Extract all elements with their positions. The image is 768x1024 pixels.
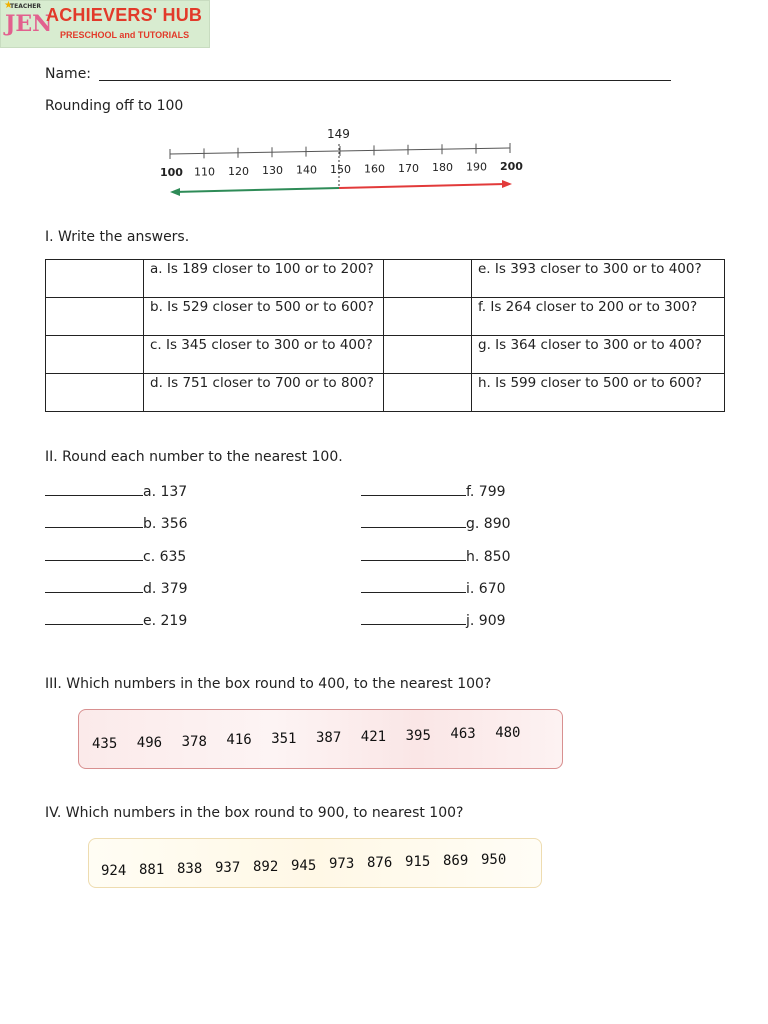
rounding-item — [361, 513, 511, 532]
box-number: 973 — [329, 856, 355, 873]
box-number: 869 — [443, 853, 469, 870]
rounding-item-label: a. 137 — [143, 484, 188, 500]
rounding-item — [45, 481, 187, 500]
answer-blank[interactable] — [361, 578, 466, 593]
name-label: Name: — [45, 66, 92, 82]
page-heading: Rounding off to 100 — [45, 98, 184, 114]
box-number: 421 — [360, 728, 387, 745]
number-line-tick-label: 120 — [228, 164, 249, 178]
answer-cell[interactable] — [384, 298, 472, 336]
box-number: 395 — [405, 727, 431, 744]
rounding-item-label: d. 379 — [143, 580, 188, 597]
question-cell: d. Is 751 closer to 700 or to 800? — [144, 374, 384, 412]
box-number: 435 — [92, 736, 118, 752]
number-line-tick-label: 190 — [466, 160, 487, 174]
rounding-item-label: i. 670 — [466, 580, 506, 597]
box-number: 950 — [481, 852, 507, 868]
rounding-item — [361, 481, 506, 500]
rounding-item-label: h. 850 — [466, 548, 511, 565]
rounding-item — [45, 546, 186, 565]
question-cell: g. Is 364 closer to 300 or to 400? — [472, 336, 725, 374]
number-line-tick-label: 170 — [398, 161, 419, 175]
box-number: 838 — [177, 860, 203, 877]
rounding-item-label: j. 909 — [466, 613, 506, 630]
answer-blank[interactable] — [361, 546, 466, 561]
answer-blank[interactable] — [361, 610, 466, 625]
answer-blank[interactable] — [45, 481, 143, 496]
question-row — [46, 374, 725, 412]
rounding-item — [45, 578, 188, 597]
question-cell: c. Is 345 closer to 300 or to 400? — [144, 336, 384, 374]
question-cell: a. Is 189 closer to 100 or to 200? — [144, 260, 384, 298]
rounding-item-label: f. 799 — [466, 484, 506, 500]
box-number: 351 — [271, 731, 297, 748]
question-cell: h. Is 599 closer to 500 or to 600? — [472, 374, 725, 412]
question-cell: f. Is 264 closer to 200 or to 300? — [472, 298, 725, 336]
box-number: 378 — [181, 733, 207, 750]
question-row — [46, 260, 725, 298]
answer-blank[interactable] — [45, 513, 143, 528]
number-line-tick-label: 130 — [262, 164, 283, 178]
box-number: 937 — [215, 859, 241, 876]
number-line-tick-label: 180 — [432, 161, 453, 175]
answer-cell[interactable] — [384, 374, 472, 412]
question-cell: e. Is 393 closer to 300 or to 400? — [472, 260, 725, 298]
question-row — [46, 336, 725, 374]
section3-title: III. Which numbers in the box round to 400, to the nearest 100? — [45, 676, 492, 692]
achievers-hub-logo — [0, 0, 210, 48]
number-line-tick-label: 140 — [296, 163, 317, 177]
logo-title: ACHIEVERS' HUB — [46, 5, 203, 25]
box-number: 496 — [136, 734, 163, 751]
number-line-tick-label: 160 — [364, 162, 385, 176]
logo-teacher-text: TEACHER — [10, 3, 41, 10]
section1-title: I. Write the answers. — [45, 229, 190, 245]
answer-blank[interactable] — [45, 610, 143, 625]
section4-title: IV. Which numbers in the box round to 900, to nearest 100? — [45, 805, 464, 821]
number-line-tick-label: 100 — [160, 166, 183, 179]
question-row — [46, 298, 725, 336]
box-number: 881 — [139, 861, 165, 878]
answer-blank[interactable] — [45, 578, 143, 593]
box-number: 892 — [253, 858, 279, 875]
answer-cell[interactable] — [384, 260, 472, 298]
name-row — [45, 66, 91, 82]
box-number: 463 — [450, 726, 476, 743]
answer-blank[interactable] — [45, 546, 143, 561]
answer-cell[interactable] — [46, 336, 144, 374]
box-number: 945 — [291, 857, 317, 874]
number-box-400 — [78, 709, 563, 769]
box-number: 387 — [316, 730, 342, 746]
name-field[interactable] — [99, 80, 671, 81]
question-cell: b. Is 529 closer to 500 or to 600? — [144, 298, 384, 336]
number-box-900 — [88, 838, 542, 888]
box-number: 915 — [405, 854, 431, 871]
left-arrow — [174, 188, 339, 192]
rounding-item — [45, 610, 187, 629]
rounding-item — [361, 610, 506, 629]
marker-label: 149 — [327, 127, 350, 141]
rounding-item-label: c. 635 — [143, 548, 187, 565]
number-line-tick-label: 200 — [500, 160, 523, 173]
questions-table — [45, 259, 725, 412]
rounding-item-label: e. 219 — [143, 613, 188, 630]
rounding-item-label: g. 890 — [466, 516, 511, 533]
answer-cell[interactable] — [46, 298, 144, 336]
number-line-tick-label: 110 — [194, 165, 215, 179]
right-arrow — [339, 184, 505, 188]
box-number: 480 — [495, 725, 521, 742]
rounding-item — [361, 546, 511, 565]
logo-jen-text: JEN — [5, 11, 53, 37]
box-number: 416 — [226, 732, 252, 749]
answer-blank[interactable] — [361, 481, 466, 496]
box-number: 924 — [101, 863, 127, 879]
answer-cell[interactable] — [46, 260, 144, 298]
answer-cell[interactable] — [384, 336, 472, 374]
answer-cell[interactable] — [46, 374, 144, 412]
answer-blank[interactable] — [361, 513, 466, 528]
rounding-item-label: b. 356 — [143, 516, 188, 533]
rounding-item — [45, 513, 188, 532]
number-line-tick-label: 150 — [330, 163, 351, 176]
number-line — [150, 124, 530, 200]
rounding-item — [361, 578, 506, 597]
star-icon: ★ — [4, 0, 13, 11]
right-arrow-head — [502, 180, 512, 188]
left-arrow-head — [170, 188, 180, 196]
section2-title: II. Round each number to the nearest 100. — [45, 449, 343, 465]
logo-subtitle: PRESCHOOL and TUTORIALS — [60, 30, 190, 40]
box-number: 876 — [367, 855, 393, 872]
